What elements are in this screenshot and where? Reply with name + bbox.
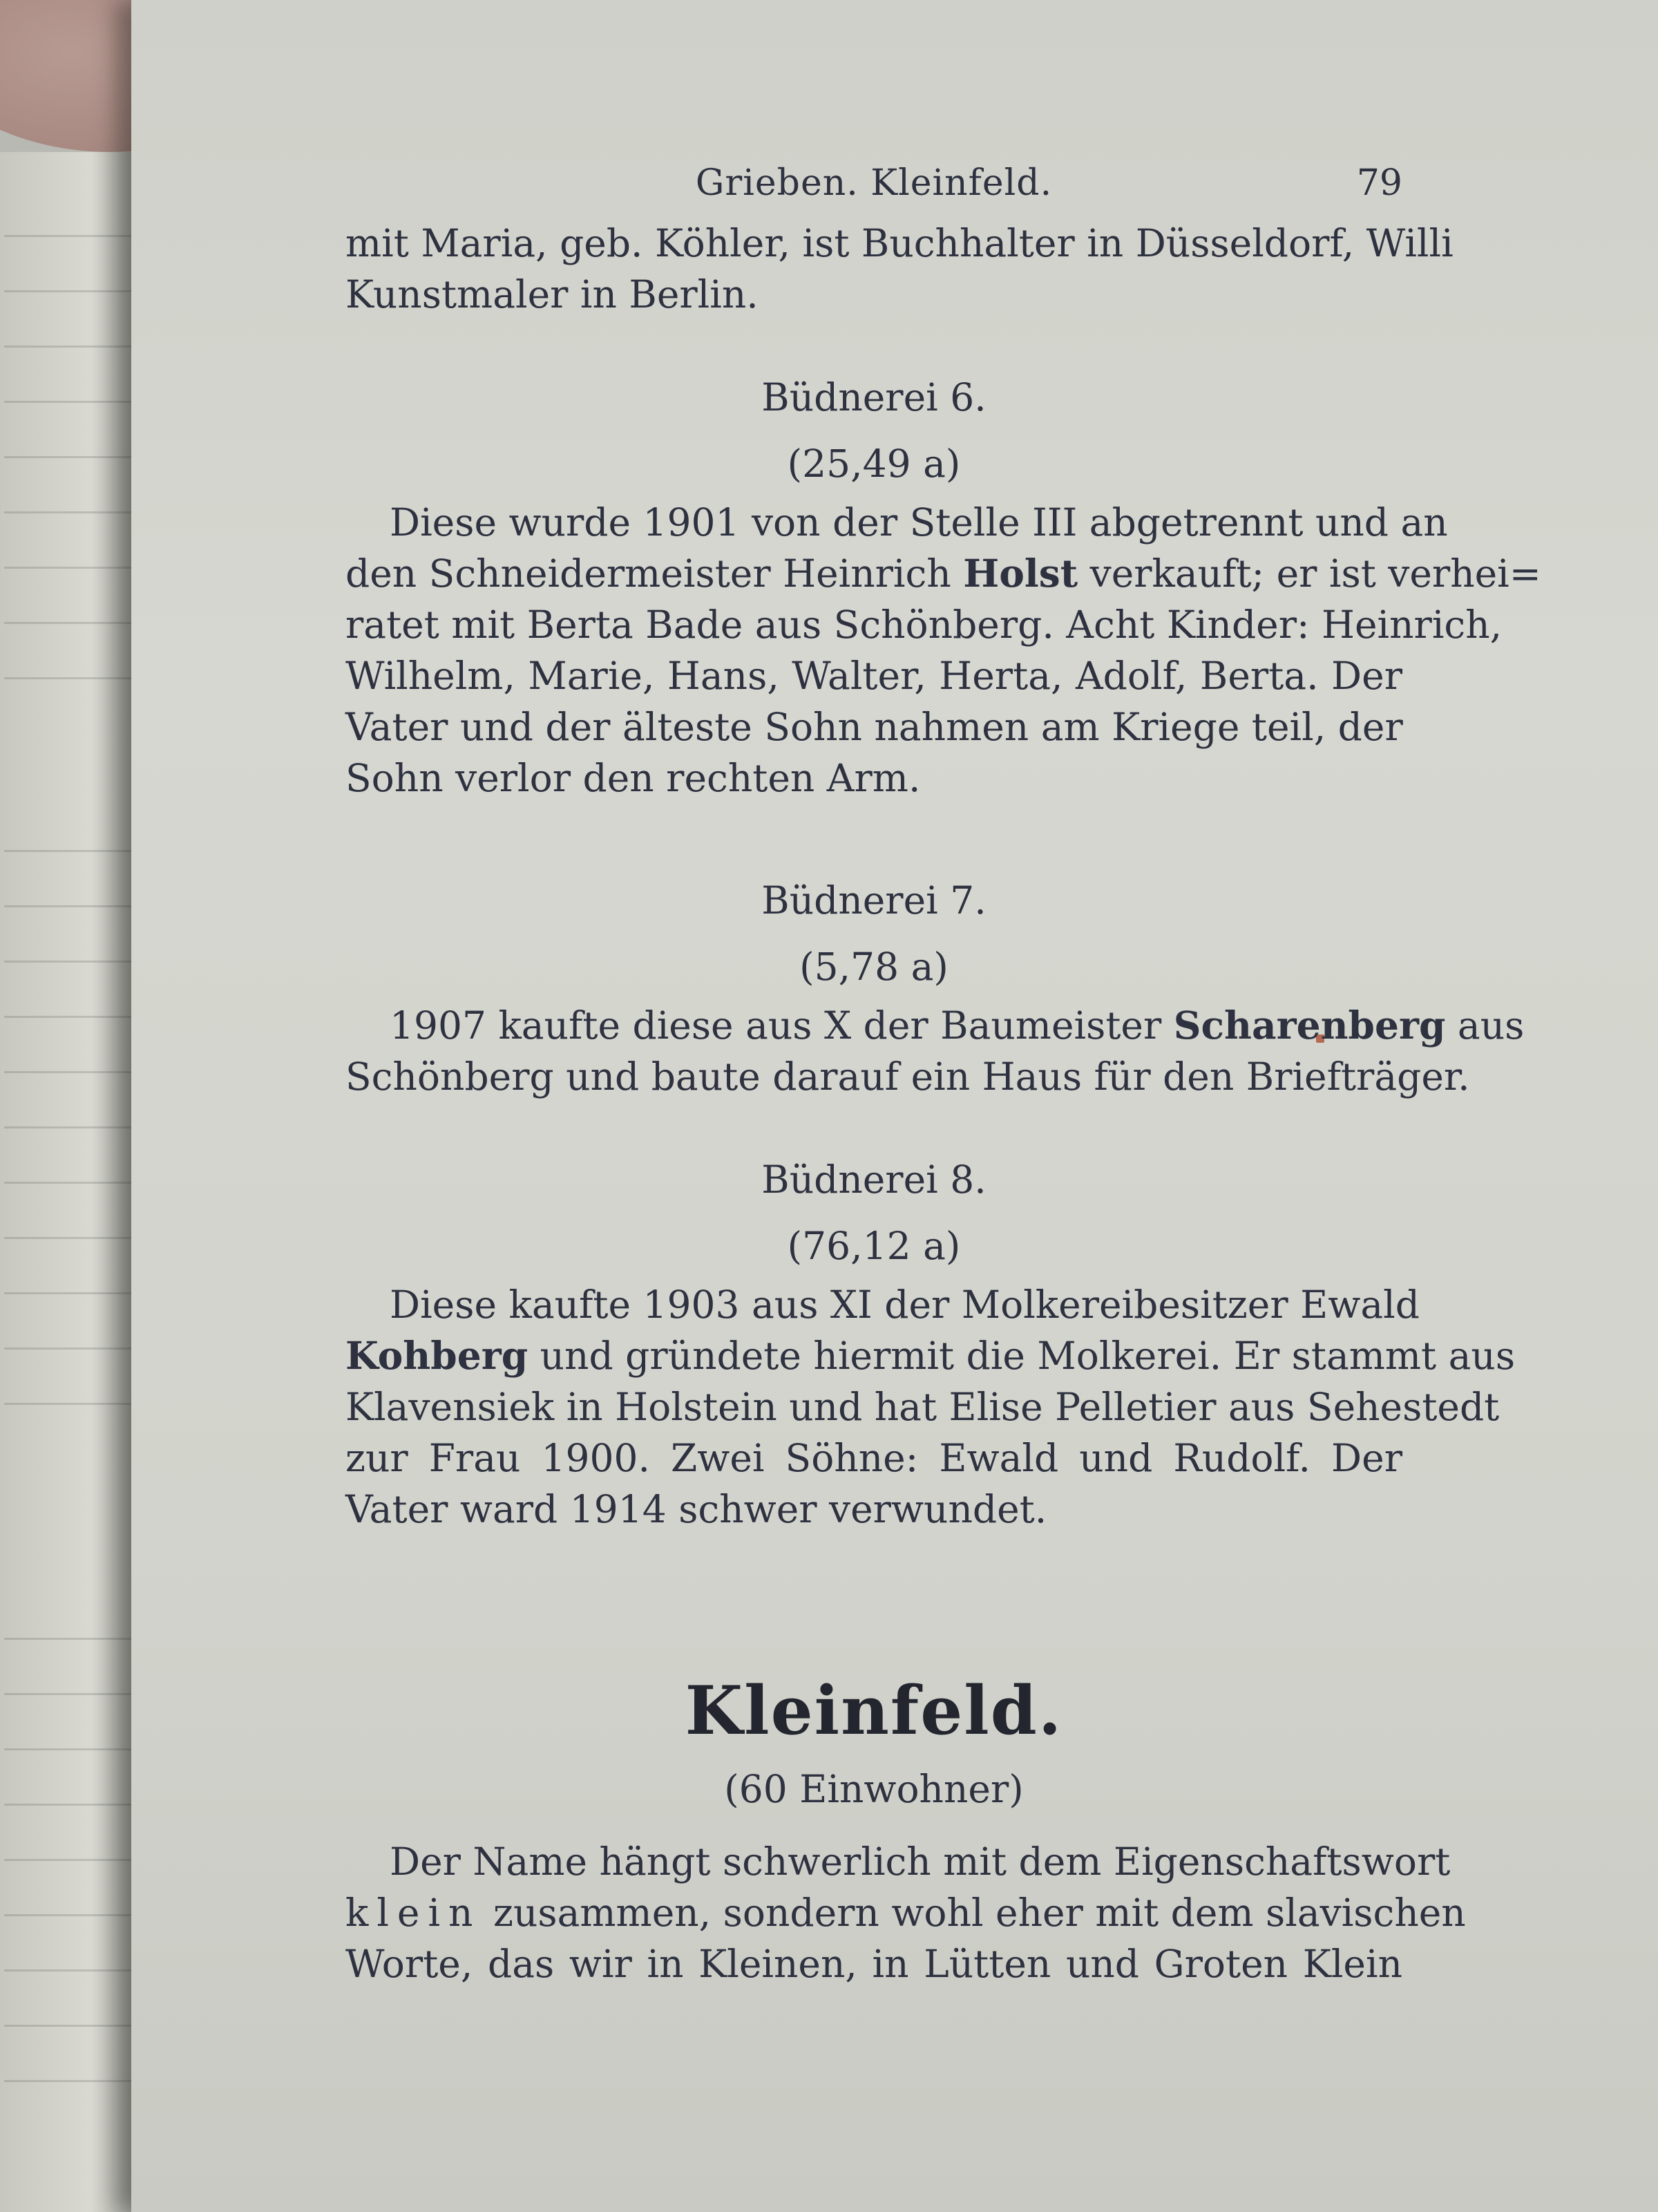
page-number: 79 [1356, 162, 1402, 204]
text-line: Kohberg und gründete hiermit die Molkerei. Er stammt aus [345, 1333, 1516, 1378]
text-column [345, 155, 1541, 1989]
section-title: Büdnerei 8. [761, 1157, 987, 1202]
text-line: Klavensiek in Holstein und hat Elise Pelletier aus Sehestedt [345, 1385, 1500, 1429]
section-area: (76,12 a) [787, 1224, 961, 1268]
section-title: Büdnerei 7. [761, 878, 987, 923]
kleinfeld-paragraph [345, 1836, 1466, 1989]
section-title: Büdnerei 6. [761, 375, 987, 419]
text-line: Vater ward 1914 schwer verwundet. [345, 1487, 1047, 1531]
section-kleinfeld [345, 1666, 1466, 1989]
text-line: Sohn verlor den rechten Arm. [345, 756, 921, 800]
text-line: Der Name hängt schwerlich mit dem Eigenschaftswort [390, 1840, 1451, 1884]
section-paragraph [345, 1279, 1516, 1535]
name-emphasis: Kohberg [345, 1333, 528, 1378]
text-line: Wilhelm, Marie, Hans, Walter, Herta, Adolf, Berta. Der [345, 654, 1402, 698]
population-note: (60 Einwohner) [724, 1767, 1024, 1811]
chapter-heading: Kleinfeld. [685, 1672, 1063, 1750]
text-line: ratet mit Berta Bade aus Schönberg. Acht Kinder: Heinrich, [345, 603, 1503, 647]
intro-paragraph [345, 218, 1454, 320]
text-line: den Schneidermeister Heinrich Holst verkauft; er ist verhei= [345, 551, 1541, 596]
name-emphasis: Holst [963, 551, 1078, 596]
name-emphasis: Scharenberg [1173, 1003, 1446, 1048]
text-line: Diese wurde 1901 von der Stelle III abgetrennt und an [390, 500, 1448, 545]
book-page [131, 0, 1658, 2212]
running-head [345, 155, 1402, 218]
section-paragraph [345, 1000, 1525, 1102]
text-line: Diese kaufte 1903 aus XI der Molkereibesitzer Ewald [390, 1283, 1420, 1327]
section-buednerei-7 [345, 867, 1525, 1102]
text-line: Worte, das wir in Kleinen, in Lütten und Groten Klein [345, 1942, 1402, 1986]
text-line: klein zusammen, sondern wohl eher mit dem slavischen [345, 1891, 1466, 1935]
spaced-emphasis: klein [345, 1891, 482, 1935]
text-line: Kunstmaler in Berlin. [345, 272, 759, 316]
text-line: mit Maria, geb. Köhler, ist Buchhalter in Düsseldorf, Willi [345, 221, 1454, 265]
text-line: Vater und der älteste Sohn nahmen am Kriege teil, der [345, 705, 1403, 749]
text-line: Schönberg und baute darauf ein Haus für den Briefträger. [345, 1055, 1470, 1099]
running-title: Grieben. Kleinfeld. [695, 162, 1053, 204]
section-area: (25,49 a) [787, 442, 961, 486]
section-buednerei-8 [345, 1146, 1516, 1535]
text-line: 1907 kaufte diese aus X der Baumeister Scharenberg aus [390, 1003, 1525, 1048]
section-area: (5,78 a) [799, 945, 949, 989]
section-buednerei-6 [345, 364, 1541, 804]
text-line: zur Frau 1900. Zwei Söhne: Ewald und Rudolf. Der [345, 1436, 1402, 1480]
section-paragraph [345, 497, 1541, 804]
